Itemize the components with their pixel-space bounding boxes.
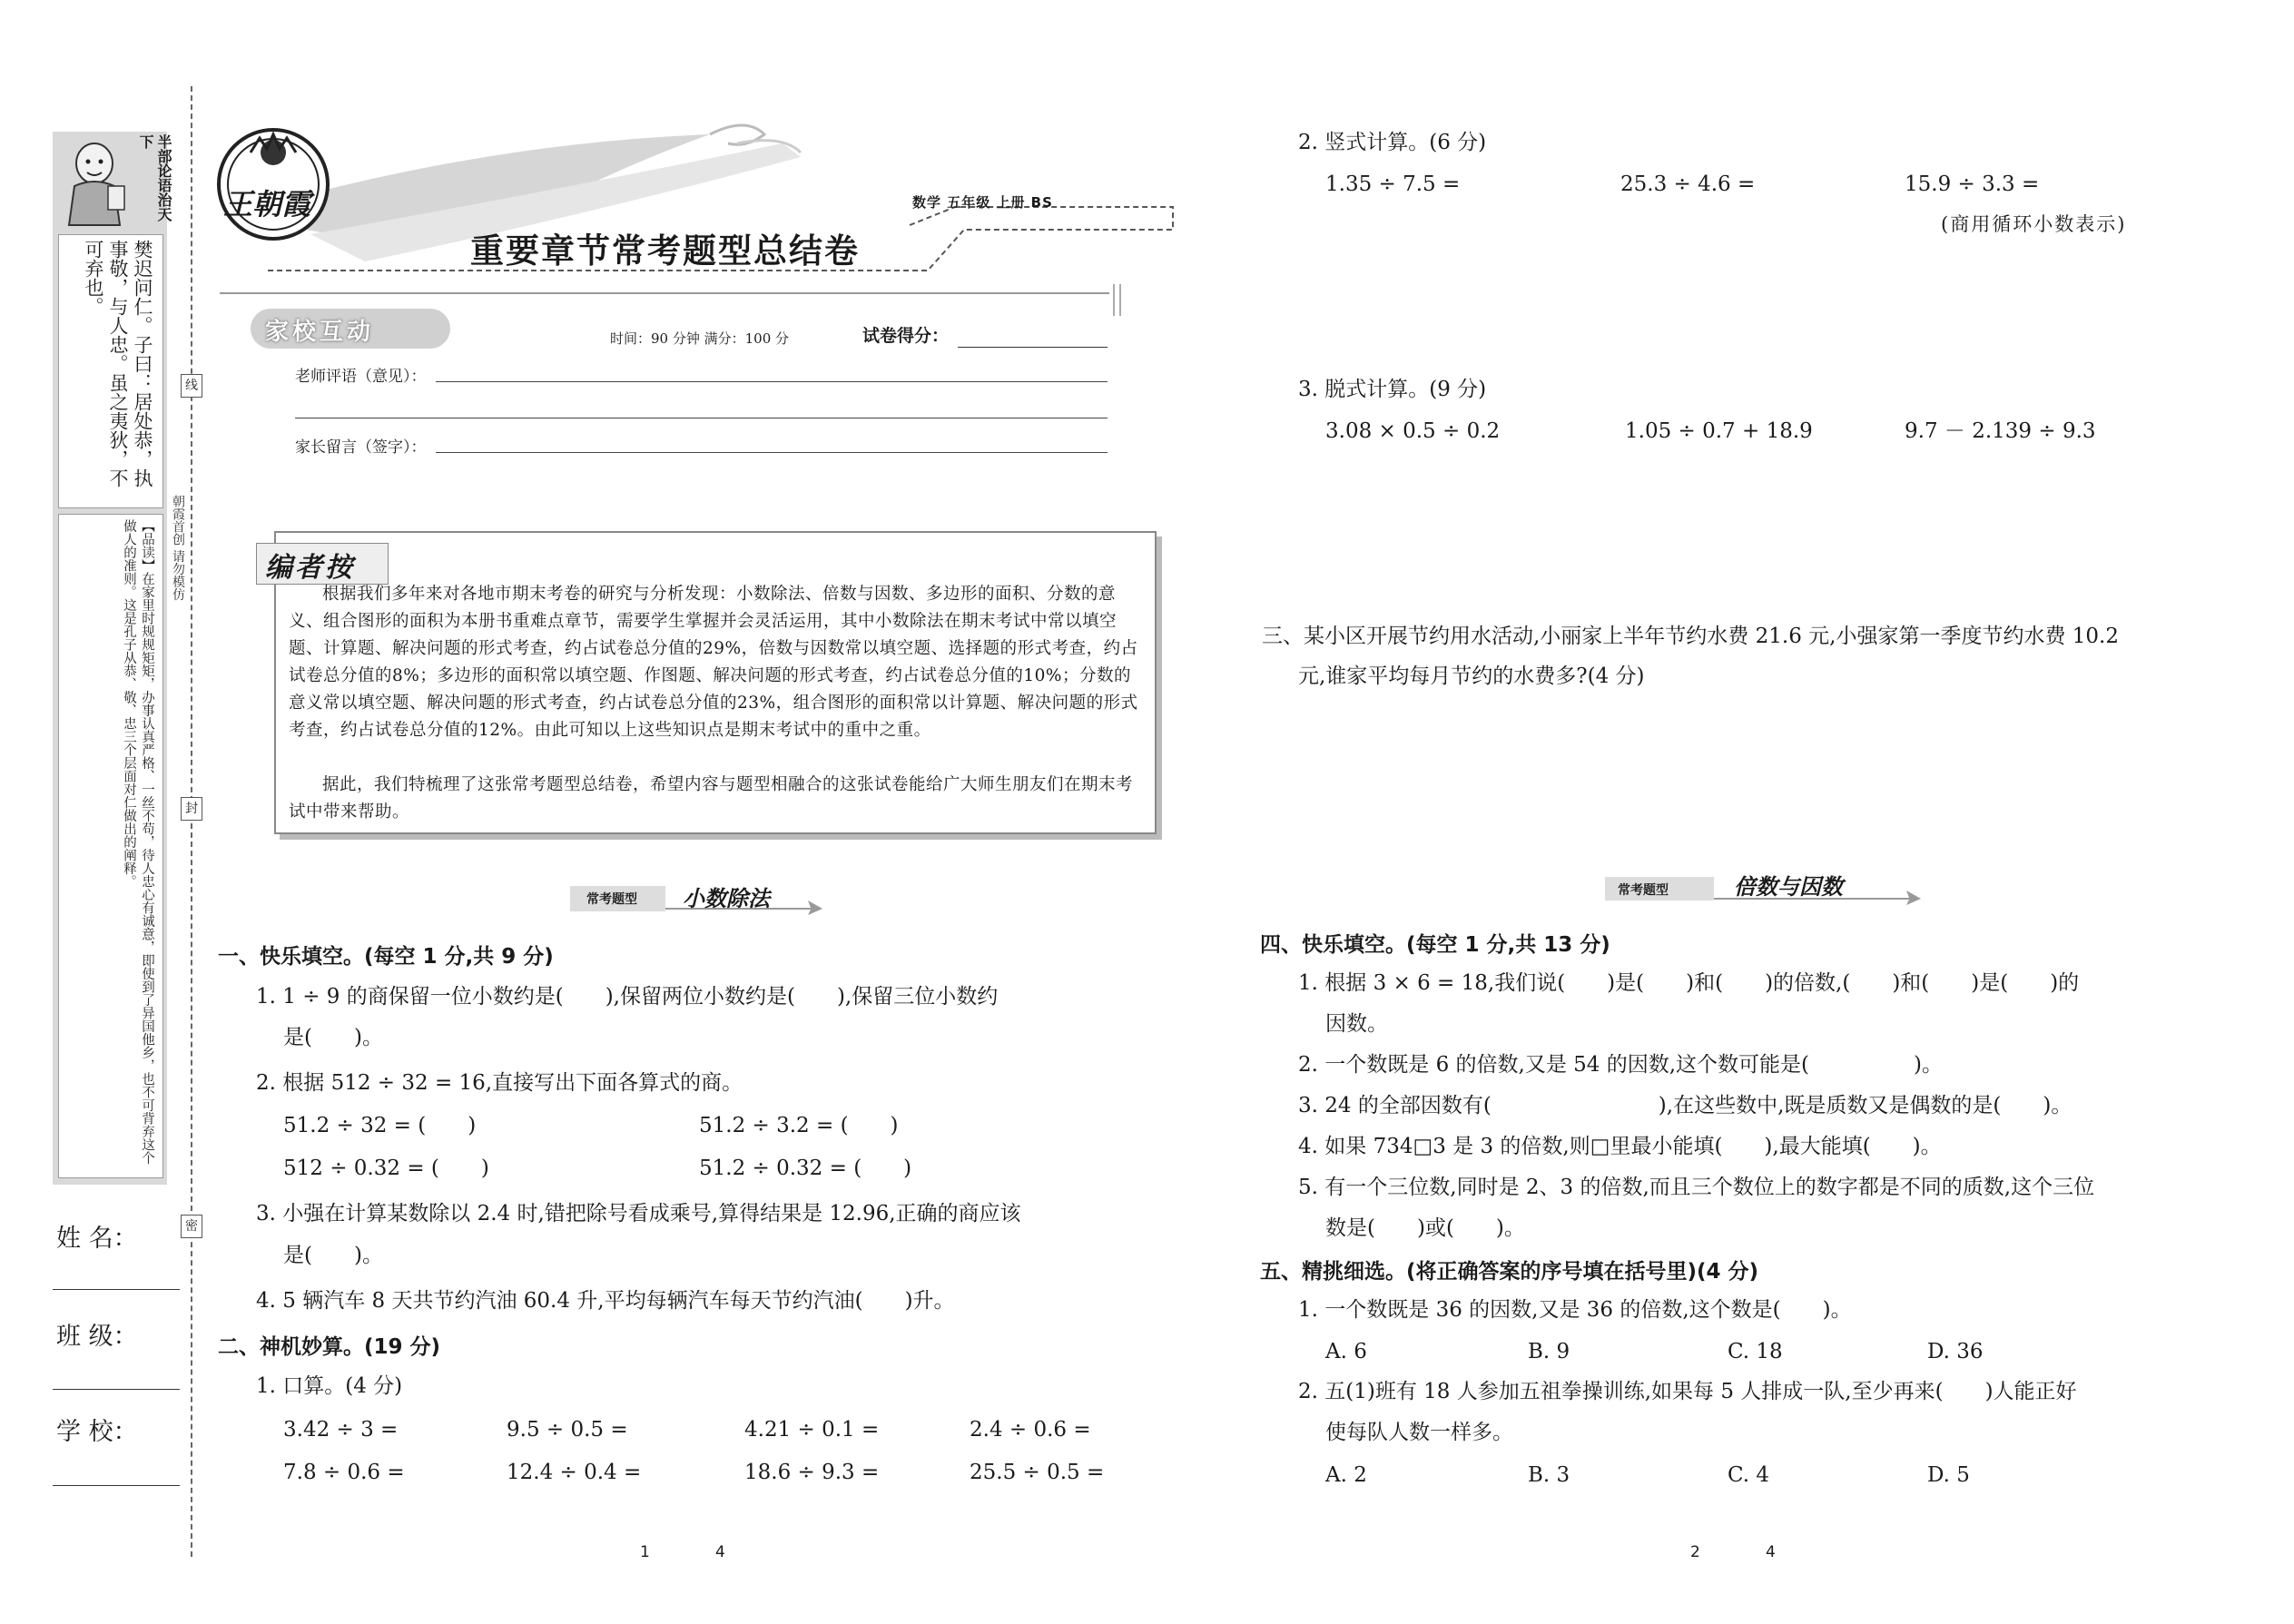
name-label: 姓 名： <box>56 1225 138 1253</box>
problem-text: 三、某小区开展节约用水活动,小丽家上半年节约水费 21.6 元,小强家第一季度节约水费 10.2 <box>1262 625 2119 648</box>
proverb-text: 樊迟问仁。子曰：居处恭，执事敬，与人忠。虽之夷狄，不可弃也。 <box>83 240 153 487</box>
oral-item: 9.5 ÷ 0.5 = <box>507 1418 628 1442</box>
page-title: 重要章节常考题型总结卷 <box>470 231 860 271</box>
question-text: 1. 1 ÷ 9 的商保留一位小数约是( ),保留两位小数约是( ),保留三位小数约 <box>256 985 999 1009</box>
question-text: 4. 如果 734□3 是 3 的倍数,则□里最小能填( ),最大能填( )。 <box>1298 1135 1942 1158</box>
vertical-item: 15.9 ÷ 3.3 = <box>1905 172 2040 196</box>
vertical-item: 25.3 ÷ 4.6 = <box>1620 172 1756 196</box>
option-a[interactable]: A. 6 <box>1325 1340 1367 1363</box>
page-total: 4 <box>715 1543 725 1561</box>
oral-item: 2.4 ÷ 0.6 = <box>970 1418 1091 1442</box>
question-text: 3. 脱式计算。(9 分) <box>1298 378 1487 401</box>
oral-item: 3.42 ÷ 3 = <box>283 1418 399 1442</box>
question-text: 是( )。 <box>283 1244 383 1267</box>
step-item: 3.08 × 0.5 ÷ 0.2 <box>1325 419 1501 443</box>
section-heading: 五、精挑细选。(将正确答案的序号填在括号里)(4 分) <box>1260 1260 1759 1284</box>
vertical-item: 1.35 ÷ 7.5 = <box>1325 172 1461 196</box>
page-number: 2 <box>1690 1543 1700 1561</box>
name-input-line[interactable] <box>53 1289 180 1290</box>
editor-note-paragraph: 据此，我们特梳理了这张常考题型总结卷，希望内容与题型相融合的这张试卷能给广大师生朋友们在期末考试中带来帮助。 <box>289 775 1134 822</box>
editor-note-title: 编者按 <box>265 552 355 584</box>
question-text: 是( )。 <box>283 1026 383 1049</box>
question-text: 2. 一个数既是 6 的倍数,又是 54 的因数,这个数可能是( )。 <box>1298 1053 1943 1077</box>
option-d[interactable]: D. 36 <box>1927 1340 1984 1363</box>
fold-line <box>191 86 192 1557</box>
banner-tag: 常考题型 <box>586 892 637 907</box>
step-item: 9.7 － 2.139 ÷ 9.3 <box>1905 419 2096 443</box>
header-ribbon <box>202 107 1182 316</box>
question-text: 数是( )或( )。 <box>1325 1216 1525 1240</box>
confucius-avatar-icon <box>58 136 131 227</box>
motto: 半部论语治天下 <box>137 134 172 221</box>
fold-mark-secret: 密 <box>181 1215 202 1238</box>
banner-title: 小数除法 <box>683 886 770 911</box>
question-text: 3. 小强在计算某数除以 2.4 时,错把除号看成乘号,算得结果是 12.96,正确的商应该 <box>256 1202 1021 1225</box>
step-item: 1.05 ÷ 0.7 + 18.9 <box>1625 419 1813 443</box>
oral-item: 4.21 ÷ 0.1 = <box>744 1418 880 1442</box>
banner-title: 倍数与因数 <box>1734 874 1843 900</box>
parent-comment-line[interactable] <box>436 452 1108 453</box>
interaction-title: 家校互动 <box>265 319 375 346</box>
page-number: 1 <box>640 1543 650 1561</box>
school-input-line[interactable] <box>53 1485 180 1486</box>
page-total: 4 <box>1766 1543 1776 1561</box>
oral-item: 25.5 ÷ 0.5 = <box>970 1461 1105 1484</box>
vertical-note: (商用循环小数表示) <box>1941 213 2127 235</box>
section-heading: 二、神机妙算。(19 分) <box>218 1335 441 1359</box>
option-d[interactable]: D. 5 <box>1927 1463 1970 1487</box>
time-info: 时间：90 分钟 满分：100 分 <box>610 330 790 347</box>
question-text: 2. 竖式计算。(6 分) <box>1298 131 1487 154</box>
question-text: 1. 口算。(4 分) <box>256 1374 403 1398</box>
score-input-line[interactable] <box>958 347 1108 348</box>
fold-mark-seal: 封 <box>181 797 202 821</box>
option-c[interactable]: C. 4 <box>1728 1463 1770 1487</box>
problem-text: 元,谁家平均每月节约的水费多?(4 分) <box>1298 664 1645 688</box>
option-b[interactable]: B. 3 <box>1528 1463 1570 1487</box>
class-label: 班 级： <box>56 1323 138 1351</box>
teacher-comment-line[interactable] <box>436 381 1108 382</box>
question-item: 51.2 ÷ 32 = ( ) <box>283 1114 477 1137</box>
score-label: 试卷得分： <box>862 326 950 346</box>
question-text: 3. 24 的全部因数有( ),在这些数中,既是质数又是偶数的是( )。 <box>1298 1094 2072 1117</box>
oral-item: 12.4 ÷ 0.4 = <box>507 1461 642 1484</box>
question-text: 2. 五(1)班有 18 人参加五祖拳操训练,如果每 5 人排成一队,至少再来( )人能正好 <box>1298 1380 2077 1403</box>
fold-mark-line: 线 <box>181 374 202 398</box>
section-heading: 四、快乐填空。(每空 1 分,共 13 分) <box>1260 933 1610 957</box>
school-label: 学 校： <box>56 1418 138 1446</box>
question-text: 2. 根据 512 ÷ 32 = 16,直接写出下面各算式的商。 <box>256 1071 743 1095</box>
banner-tag: 常考题型 <box>1618 883 1669 898</box>
option-b[interactable]: B. 9 <box>1528 1340 1570 1363</box>
brand-logo-text: 王朝霞 <box>223 187 311 221</box>
parent-comment-label: 家长留言（签字）： <box>295 438 427 457</box>
option-c[interactable]: C. 18 <box>1728 1340 1783 1363</box>
question-text: 1. 根据 3 × 6 = 18,我们说( )是( )和( )的倍数,( )和( )是( )的 <box>1298 971 2080 995</box>
option-a[interactable]: A. 2 <box>1325 1463 1367 1487</box>
question-text: 使每队人数一样多。 <box>1325 1421 1513 1444</box>
teacher-comment-label: 老师评语（意见）： <box>295 368 427 386</box>
question-text: 1. 一个数既是 36 的因数,又是 36 的倍数,这个数是( )。 <box>1298 1298 1852 1322</box>
question-text: 因数。 <box>1325 1012 1388 1036</box>
class-input-line[interactable] <box>53 1389 180 1390</box>
question-text: 5. 有一个三位数,同时是 2、3 的倍数,而且三个数位上的数字都是不同的质数,这个三位 <box>1298 1176 2095 1199</box>
reading-text: 【品读】在家里时规规矩矩，办事认真严格、一丝不苟，待人忠心有诚意，即使到了异国他乡，也不可背弃这个做人的准则。这是孔子从恭、敬、忠三个层面对仁做出的阐释。 <box>122 519 154 1165</box>
editor-note-paragraph: 根据我们多年来对各地市期末考卷的研究与分析发现：小数除法、倍数与因数、多边形的面积、分数的意义、组合图形的面积为本册书重难点章节，需要学生掌握并会灵活运用，其中小数除法在期末考试中常以填空题、计算题、解决问题的形式考查，约占试卷总分值的29%，倍数与因数常以填空题、选择题的形式考查，约占试卷总分值的8%；多边形的面积常以填空题、作图题、解决问题的形式考查，约占试卷总分值的10%；分数的意义常以填空题、解决问题的形式考查，约占试卷总分值的23%，组合图形的面积常以计算题、解决问题的形式考查，约占试卷总分值的12%。由此可知以上这些知识点是期末考试中的重中之重。 <box>289 585 1138 740</box>
oral-item: 18.6 ÷ 9.3 = <box>744 1461 880 1484</box>
question-text: 4. 5 辆汽车 8 天共节约汽油 60.4 升,平均每辆汽车每天节约汽油( )升。 <box>256 1289 955 1313</box>
question-item: 51.2 ÷ 0.32 = ( ) <box>699 1156 912 1180</box>
question-item: 512 ÷ 0.32 = ( ) <box>283 1156 489 1180</box>
section-heading: 一、快乐填空。(每空 1 分,共 9 分) <box>218 945 554 969</box>
copyright-note: 朝霞首创 请勿模仿 <box>171 495 185 601</box>
grade-badge: 数学 五年级 上册 BS <box>912 194 1053 211</box>
oral-item: 7.8 ÷ 0.6 = <box>283 1461 405 1484</box>
question-item: 51.2 ÷ 3.2 = ( ) <box>699 1114 899 1137</box>
